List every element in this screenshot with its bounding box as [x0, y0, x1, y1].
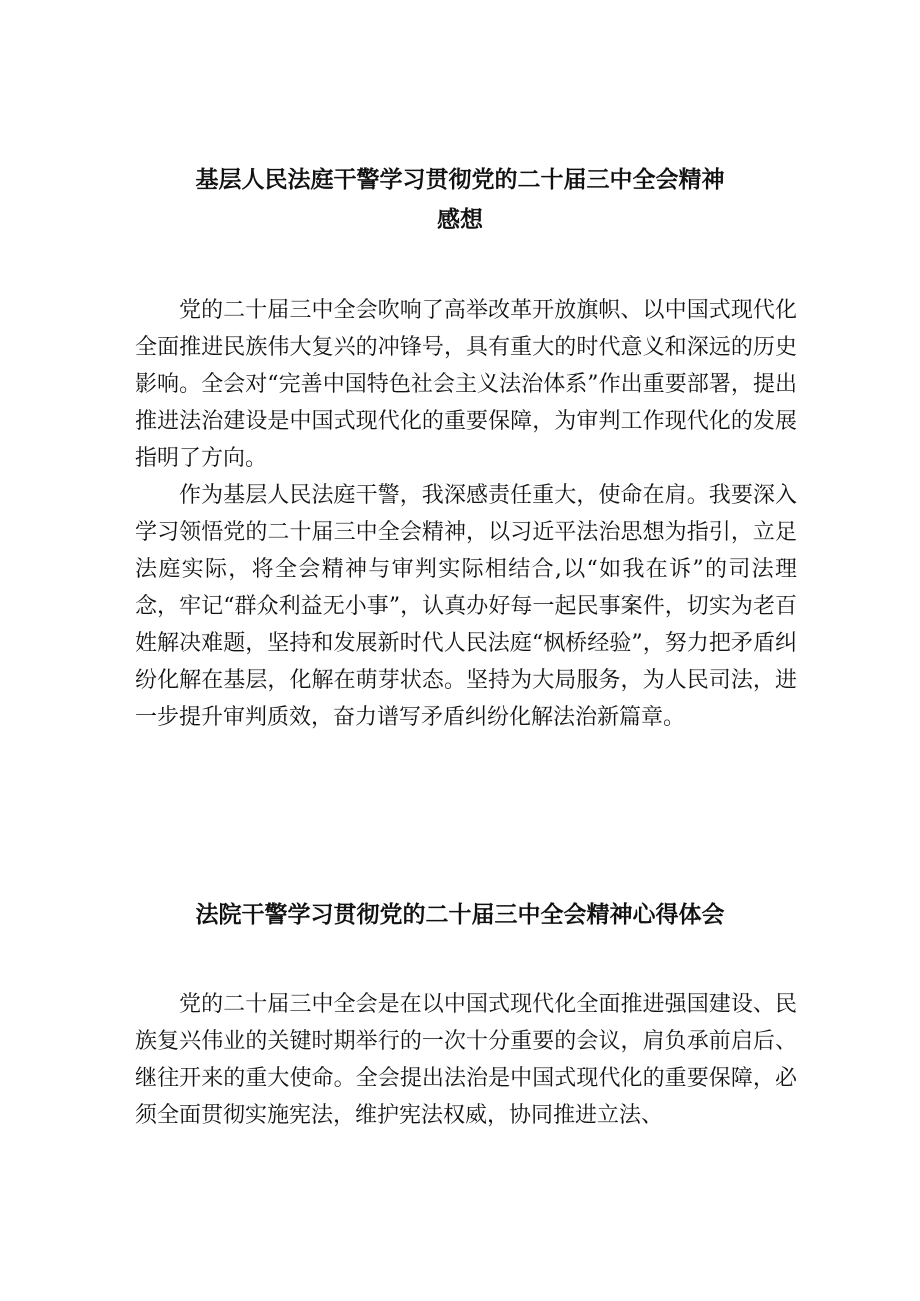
article-1-title-line-1: 基层人民法庭干警学习贯彻党的二十届三中全会精神 [195, 166, 725, 193]
article-1-body [135, 292, 797, 736]
article-2-title [0, 895, 920, 935]
article-1-paragraph-2: 作为基层人民法庭干警，我深感责任重大，使命在肩。我要深入学习领悟党的二十届三中全会精神，以习近平法治思想为指引，立足法庭实际，将全会精神与审判实际相结合,以“如我在诉”的司法理念，牢记“群众利益无小事”，认真办好每一起民事案件，切实为老百姓解决难题，坚持和发展新时代人民法庭“枫桥经验”，努力把矛盾纠纷化解在基层，化解在萌芽状态。坚持为大局服务，为人民司法，进一步提升审判质效，奋力谱写矛盾纠纷化解法治新篇章。 [135, 483, 797, 730]
article-2-title-line-1: 法院干警学习贯彻党的二十届三中全会精神心得体会 [195, 901, 725, 928]
article-1-title [0, 160, 920, 240]
article-1-title-line-2: 感想 [437, 206, 483, 233]
article-2-paragraph-1: 党的二十届三中全会是在以中国式现代化全面推进强国建设、民族复兴伟业的关键时期举行的一次十分重要的会议，肩负承前启后、继往开来的重大使命。全会提出法治是中国式现代化的重要保障，必须全面贯彻实施宪法，维护宪法权威，协同推进立法、 [135, 992, 797, 1128]
article-2-body [135, 986, 797, 1134]
article-1-paragraph-1: 党的二十届三中全会吹响了高举改革开放旗帜、以中国式现代化全面推进民族伟大复兴的冲锋号，具有重大的时代意义和深远的历史影响。全会对“完善中国特色社会主义法治体系”作出重要部署，提出推进法治建设是中国式现代化的重要保障，为审判工作现代化的发展指明了方向。 [135, 298, 797, 471]
